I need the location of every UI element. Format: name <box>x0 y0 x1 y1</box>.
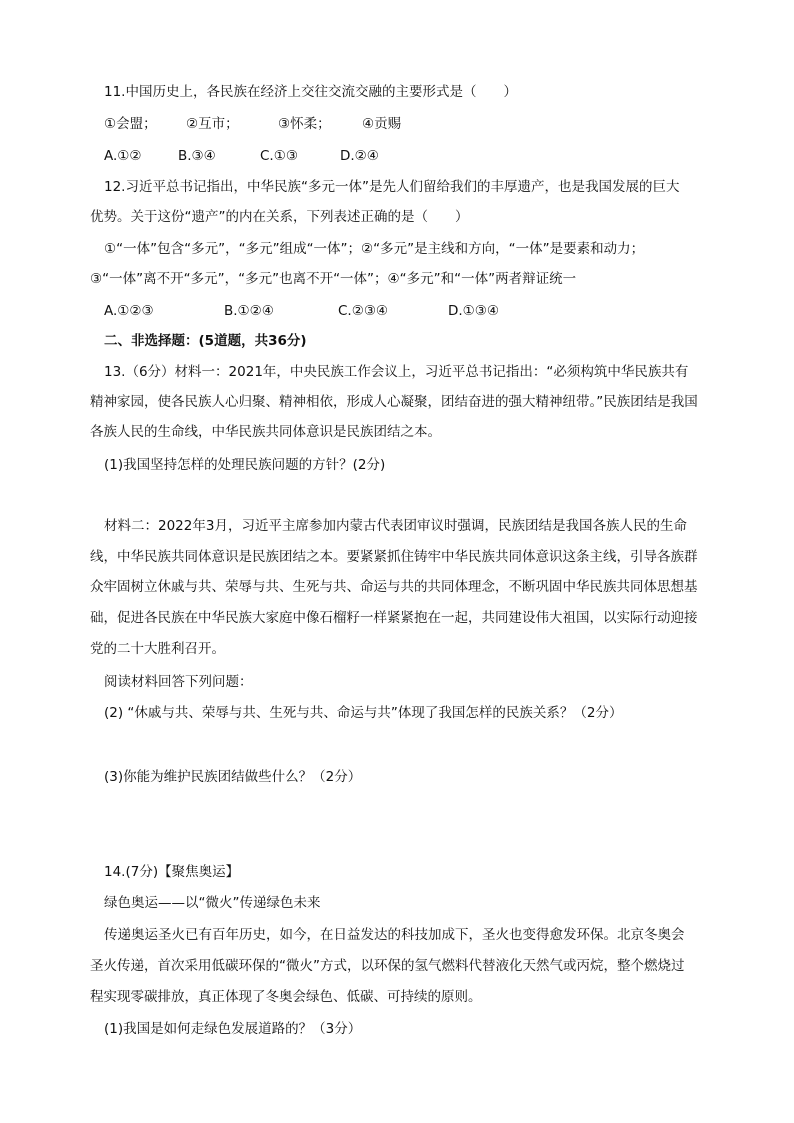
q12-items-line2: ③“一体”离不开“多元”，“多元”也离不开“一体”；④“多元”和“一体”两者辩证统一 <box>90 271 577 287</box>
q13-material2-line2: 线，中华民族共同体意识是民族团结之本。要紧紧抓住铸牢中华民族共同体意识这条主线，引导各族群 <box>90 549 698 565</box>
q11-option-a: A.①② <box>104 148 142 164</box>
q11-item-1: ①会盟； <box>104 116 157 132</box>
q13-material2-line5: 党的二十大胜利召开。 <box>90 641 225 657</box>
q13-material1-line2: 精神家园，使各民族人心归聚、精神相依，形成人心凝聚，团结奋进的强大精神纽带。”民族团结是我国 <box>90 394 698 410</box>
q11-item-4: ④贡赐 <box>362 116 402 132</box>
q13-sub2: (2) “休戚与共、荣辱与共、生死与共、命运与共”体现了我国怎样的民族关系？（2分） <box>104 705 623 721</box>
q13-material2-line4: 础，促进各民族在中华民族大家庭中像石榴籽一样紧紧抱在一起，共同建设伟大祖国，以实际行动迎接 <box>90 610 698 626</box>
q13-sub1: (1)我国坚持怎样的处理民族问题的方针？(2分) <box>104 457 386 473</box>
q11-items <box>104 114 401 134</box>
q13-read-instruction: 阅读材料回答下列问题： <box>104 674 253 690</box>
q14-paragraph-line3: 程实现零碳排放，真正体现了冬奥会绿色、低碳、可持续的原则。 <box>90 989 482 1005</box>
q12-stem-line1: 12.习近平总书记指出，中华民族“多元一体”是先人们留给我们的丰厚遗产，也是我国发展的巨大 <box>104 179 680 195</box>
q13-material1-line1: 13.（6分）材料一：2021年，中央民族工作会议上，习近平总书记指出：“必须构筑中华民族共有 <box>104 364 689 380</box>
q11-option-b: B.③④ <box>178 148 216 164</box>
q13-material2-line1: 材料二：2022年3月，习近平主席参加内蒙古代表团审议时强调，民族团结是我国各族人民的生命 <box>104 518 687 534</box>
q14-title: 绿色奥运——以“微火”传递绿色未来 <box>104 895 321 911</box>
section-heading: 二、非选择题：(5道题，共36分) <box>104 333 307 349</box>
q11-option-c: C.①③ <box>260 148 298 164</box>
q14-sub1: (1)我国是如何走绿色发展道路的？（3分） <box>104 1021 362 1037</box>
q11-item-3: ③怀柔； <box>278 116 331 132</box>
q13-material2-line3: 众牢固树立休戚与共、荣辱与共、生死与共、命运与共的共同体理念，不断巩固中华民族共同体思想基 <box>90 579 698 595</box>
q12-items-line1: ①“一体”包含“多元”，“多元”组成“一体”；②“多元”是主线和方向，“一体”是要素和动力； <box>104 241 645 257</box>
q11-option-d: D.②④ <box>340 148 379 164</box>
q13-sub3: (3)你能为维护民族团结做些什么？（2分） <box>104 769 362 785</box>
q12-option-d: D.①③④ <box>448 303 499 319</box>
q11-stem: 11.中国历史上，各民族在经济上交往交流交融的主要形式是（ ） <box>104 84 517 100</box>
q14-paragraph-line2: 圣火传递，首次采用低碳环保的“微火”方式，以环保的氢气燃料代替液化天然气或丙烷，整个燃烧过 <box>90 958 685 974</box>
q12-options <box>104 301 499 321</box>
q11-options <box>104 146 379 166</box>
q13-material1-line3: 各族人民的生命线，中华民族共同体意识是民族团结之本。 <box>90 424 441 440</box>
q12-option-c: C.②③④ <box>338 303 389 319</box>
q12-option-b: B.①②④ <box>224 303 274 319</box>
q12-stem-line2: 优势。关于这份“遗产”的内在关系，下列表述正确的是（ ） <box>90 209 469 225</box>
q11-item-2: ②互市； <box>186 116 239 132</box>
q12-option-a: A.①②③ <box>104 303 154 319</box>
q14-paragraph-line1: 传递奥运圣火已有百年历史，如今，在日益发达的科技加成下，圣火也变得愈发环保。北京冬奥会 <box>104 927 685 943</box>
q14-head: 14.(7分)【聚焦奥运】 <box>104 864 240 880</box>
